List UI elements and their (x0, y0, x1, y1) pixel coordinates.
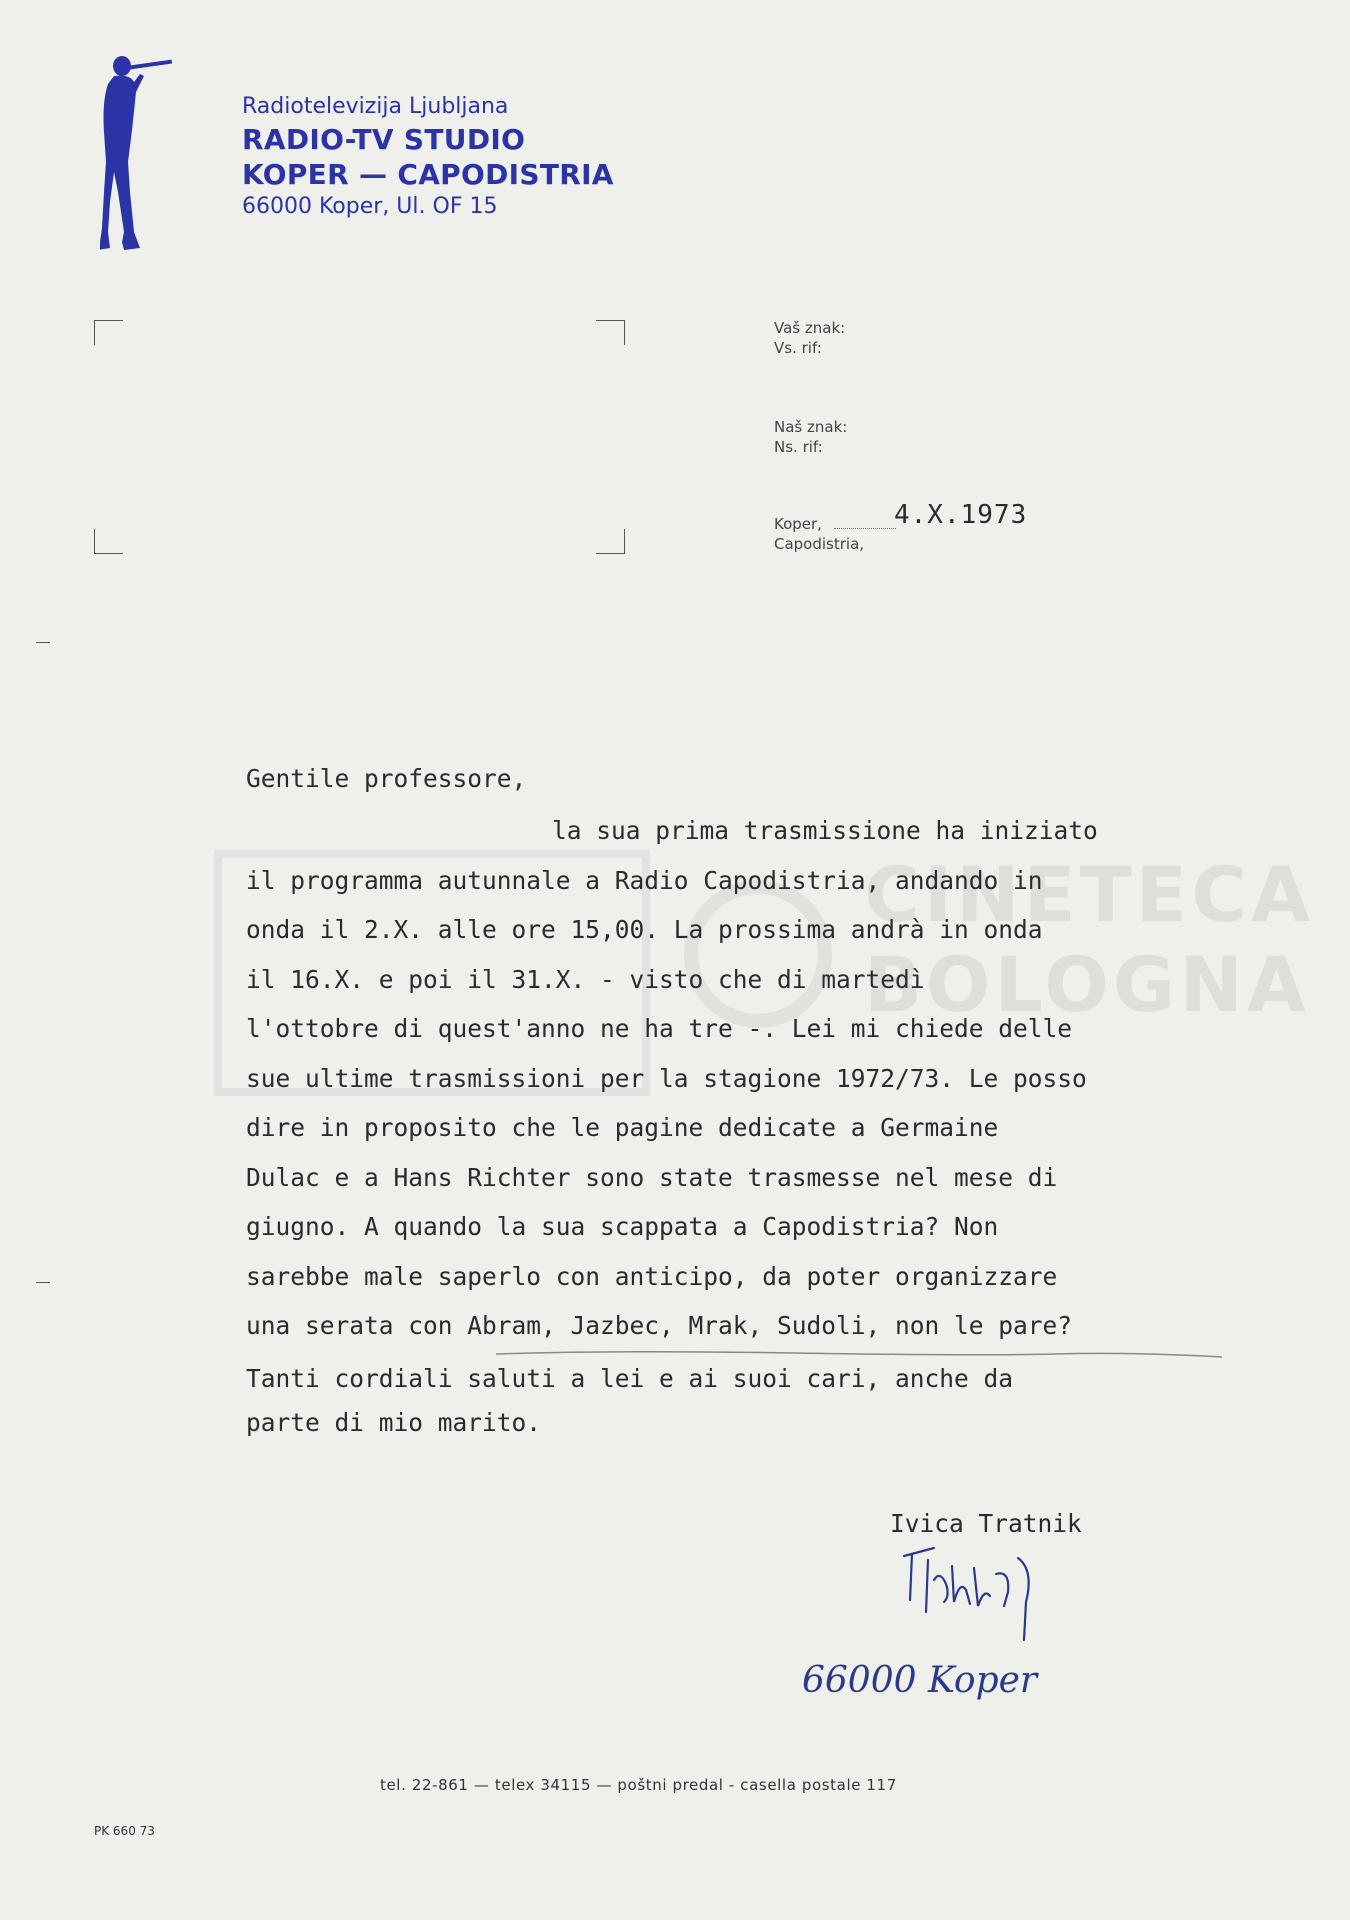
signer-name: Ivica Tratnik (890, 1509, 1082, 1538)
our-reference-label-sl: Naš znak: (774, 418, 848, 436)
place-label-sl: Koper, (774, 515, 822, 533)
body-line: giugno. A quando la sua scappata a Capodistria? Non (246, 1212, 999, 1241)
place-field (774, 514, 864, 554)
closing (246, 1357, 1013, 1445)
body-line: Dulac e a Hans Richter sono state trasmesse nel mese di (246, 1162, 1058, 1192)
letterhead (242, 92, 614, 222)
organization-name: Radiotelevizija Ljubljana (242, 94, 509, 119)
your-reference-label-it: Vs. rif: (774, 339, 822, 357)
body-line: la sua prima trasmissione ha iniziato (552, 816, 1098, 845)
place-label-it: Capodistria, (774, 535, 865, 553)
our-reference-label-it: Ns. rif: (774, 438, 823, 456)
letter-date: 4.X.1973 (894, 500, 1028, 530)
handwritten-signature-icon (900, 1540, 1060, 1650)
window-corner-top-left (94, 320, 123, 345)
body-line: dire in proposito che le pagine dedicate a Germaine (246, 1113, 999, 1142)
body-line: l'ottobre di quest'anno ne ha tre -. Lei mi chiede delle (246, 1014, 1073, 1043)
footer-contact: tel. 22-861 — telex 34115 — poštni predal - casella postale 117 (380, 1776, 897, 1794)
handwritten-note-text: 66000 Koper (802, 1660, 1038, 1701)
our-reference (774, 417, 847, 457)
date-dotted-line (834, 528, 896, 529)
window-corner-bottom-right (596, 529, 625, 554)
closing-line: parte di mio marito. (246, 1408, 542, 1437)
letter-body (246, 752, 1246, 1351)
window-corner-top-right (596, 320, 625, 345)
your-reference-label-sl: Vaš znak: (774, 319, 846, 337)
studio-address: 66000 Koper, Ul. OF 15 (242, 194, 498, 219)
closing-line: Tanti cordiali saluti a lei e ai suoi cari, anche da (246, 1364, 1014, 1393)
body-line: sarebbe male saperlo con anticipo, da poter organizzare (246, 1261, 1058, 1291)
fold-mark (36, 642, 50, 643)
handwritten-note (800, 1648, 1040, 1708)
body-line: una serata con Abram, Jazbec, Mrak, Sudoli, non le pare? (246, 1311, 1073, 1340)
salutation: Gentile professore, (246, 764, 527, 793)
studio-name-line2: KOPER — CAPODISTRIA (242, 158, 614, 191)
window-corner-bottom-left (94, 529, 123, 554)
fold-mark (36, 1282, 50, 1283)
watermark-text-line1: CINETECA (864, 850, 1314, 939)
body-line: il programma autunnale a Radio Capodistria, andando in (246, 865, 1043, 895)
body-line: sue ultime trasmissioni per la stagione 1972/73. Le posso (246, 1063, 1087, 1093)
studio-name-line1: RADIO-TV STUDIO (242, 123, 526, 156)
print-code: PK 660 73 (94, 1824, 155, 1838)
your-reference (774, 318, 845, 358)
body-line: onda il 2.X. alle ore 15,00. La prossima andrà in onda (246, 915, 1043, 944)
watermark-text-line2: BOLOGNA (864, 940, 1310, 1029)
body-line: il 16.X. e poi il 31.X. - visto che di martedì (246, 964, 925, 994)
flute-player-logo-icon (100, 52, 180, 252)
